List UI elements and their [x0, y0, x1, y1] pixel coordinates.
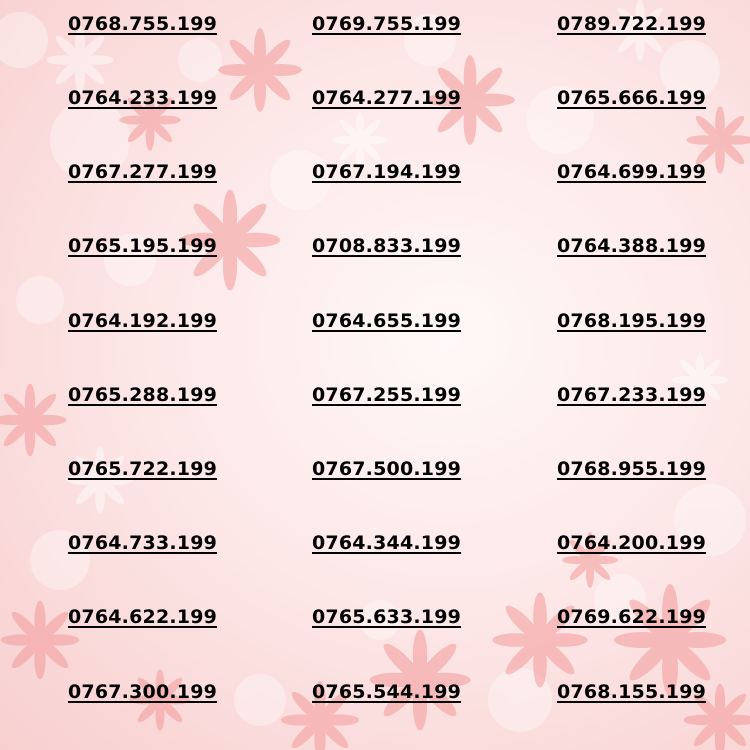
- phone-number-link[interactable]: 0764.655.199: [312, 310, 462, 332]
- phone-number-link[interactable]: 0769.622.199: [557, 606, 707, 628]
- phone-number-link[interactable]: 0769.755.199: [312, 13, 462, 35]
- phone-number-link[interactable]: 0768.155.199: [557, 681, 707, 703]
- phone-number-link[interactable]: 0764.233.199: [68, 87, 218, 109]
- phone-number-link[interactable]: 0764.200.199: [557, 532, 707, 554]
- phone-number-link[interactable]: 0768.755.199: [68, 13, 218, 35]
- phone-number-link[interactable]: 0789.722.199: [557, 13, 707, 35]
- phone-number-link[interactable]: 0764.622.199: [68, 606, 218, 628]
- phone-number-link[interactable]: 0764.344.199: [312, 532, 462, 554]
- phone-number-link[interactable]: 0767.300.199: [68, 681, 218, 703]
- phone-number-link[interactable]: 0764.733.199: [68, 532, 218, 554]
- phone-number-link[interactable]: 0767.194.199: [312, 161, 462, 183]
- phone-number-link[interactable]: 0767.255.199: [312, 384, 462, 406]
- phone-number-link[interactable]: 0768.195.199: [557, 310, 707, 332]
- phone-number-link[interactable]: 0708.833.199: [312, 235, 462, 257]
- phone-number-link[interactable]: 0767.500.199: [312, 458, 462, 480]
- phone-number-link[interactable]: 0764.699.199: [557, 161, 707, 183]
- phone-number-link[interactable]: 0765.666.199: [557, 87, 707, 109]
- phone-number-link[interactable]: 0764.277.199: [312, 87, 462, 109]
- phone-number-link[interactable]: 0767.233.199: [557, 384, 707, 406]
- phone-number-link[interactable]: 0764.192.199: [68, 310, 218, 332]
- phone-number-link[interactable]: 0765.544.199: [312, 681, 462, 703]
- phone-number-link[interactable]: 0768.955.199: [557, 458, 707, 480]
- phone-number-link[interactable]: 0765.722.199: [68, 458, 218, 480]
- phone-number-link[interactable]: 0765.633.199: [312, 606, 462, 628]
- phone-number-link[interactable]: 0767.277.199: [68, 161, 218, 183]
- phone-number-link[interactable]: 0764.388.199: [557, 235, 707, 257]
- phone-number-link[interactable]: 0765.195.199: [68, 235, 218, 257]
- phone-number-link[interactable]: 0765.288.199: [68, 384, 218, 406]
